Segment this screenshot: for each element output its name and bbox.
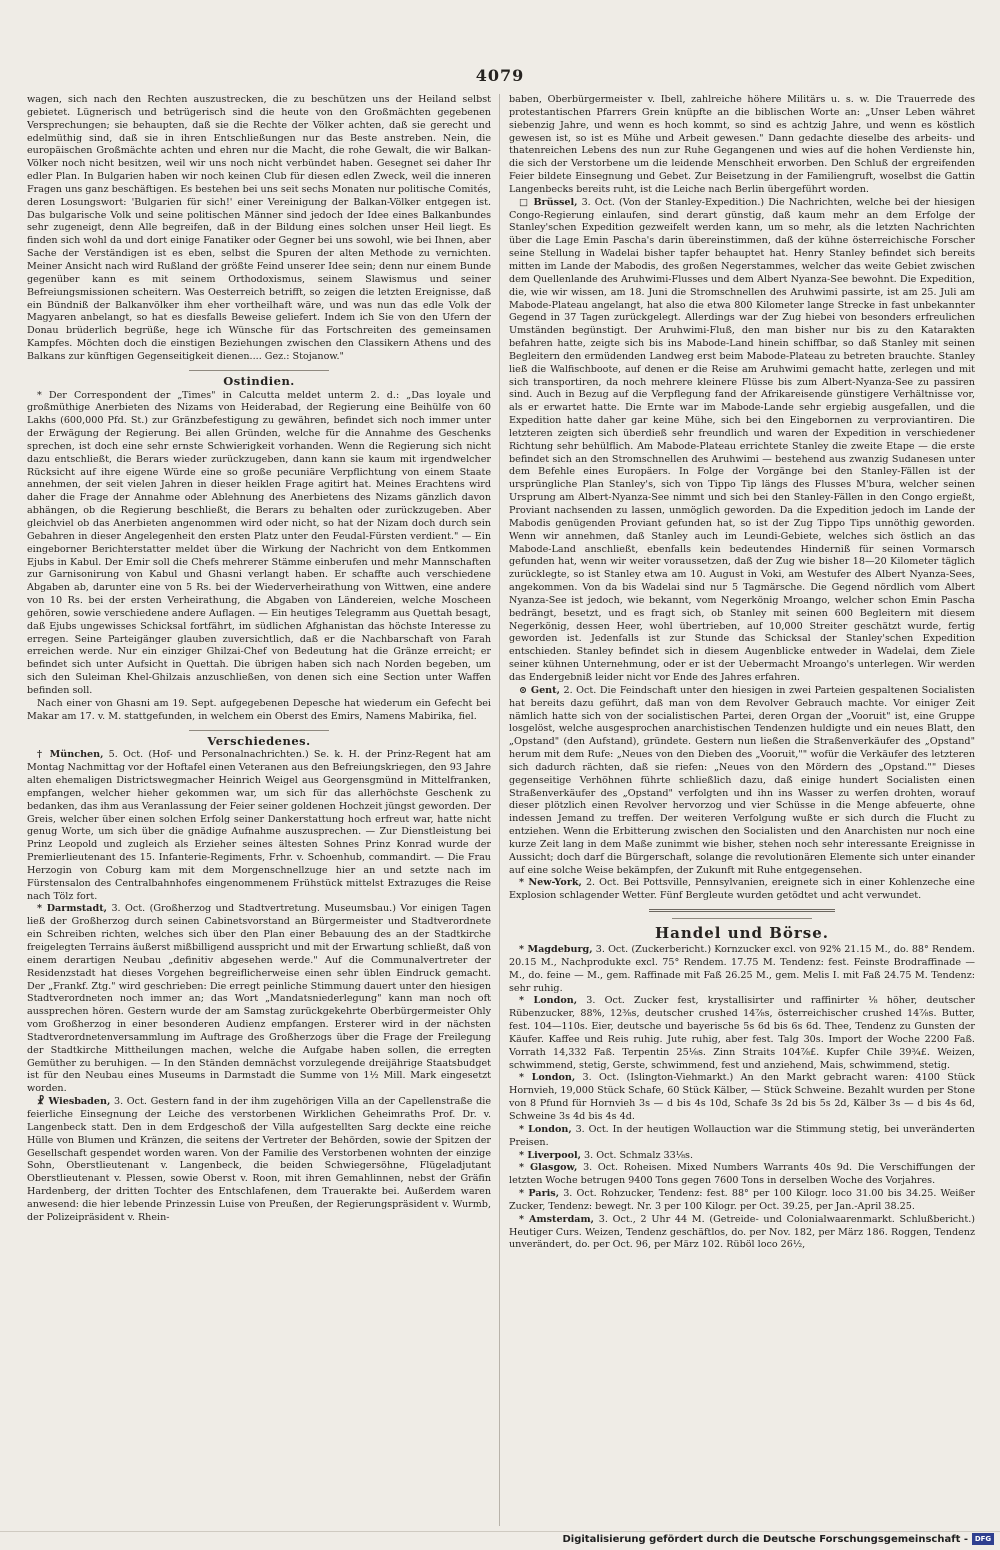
article-paragraph [509, 685, 975, 878]
article-paragraph [509, 1124, 975, 1150]
article-paragraph [509, 944, 975, 995]
dateline: * Darmstadt, [37, 903, 108, 915]
paragraph-text: Nach einer von Ghasni am 19. Sept. aufgegebenen Depesche hat wiederum ein Gefecht bei Makar am 17. v. M. stattgefunden, in welchem ein Oberst des Emirs, Namens Mabirika, fiel. [27, 697, 491, 722]
right-column [509, 94, 975, 1526]
article-paragraph [509, 1214, 975, 1253]
paragraph-text: * Der Correspondent der „Times" in Calcutta meldet unterm 2. d.: „Das loyale und großmüthige Anerbieten des Nizams von Heiderabad, der Regierung eine Beihülfe von 60 Lakhs (600,000 Pfd. St.) zur Gränzbefestigung zu gewähren, befindet sich noch immer unter der Erwägung der Regierung. Bei allen Gründen, welche für die Annahme des Geschenks sprechen, ist doch eine sehr ernste Schwierigkeit vorhanden. Wenn die Regierung sich nicht dazu entschließt, die Berars wieder zurückzugeben, dann kann sie kaum mit irgendwelcher Rücksicht auf ihre eigene Würde eine so große pecuniäre Verpflichtung von einem Staate annehmen, der seit vielen Jahren in dieser heiklen Frage agitirt hat. Meines Erachtens wird daher die Frage der Annahme oder Ablehnung des Anerbietens des Nizams gänzlich davon abhängen, ob die Regierung beschließt, die Berars zu behalten oder zurückzugeben. Aber gleichviel ob das Anerbieten angenommen wird oder nicht, so hat der Nizam doch durch sein Gebahren in dieser Angelegenheit den ersten Platz unter den Feudal-Fürsten verdient." — Ein eingeborner Berichterstatter meldet über die Wirkung der Nachricht von dem Entkommen Ejubs in Kabul. Der Emir soll die Chefs mehrerer Stämme einberufen und mehr Mannschaften zur Garnisonirung von Kabul und Ghasni verlangt haben. Er schaffte auch verschiedene Abgaben ab, darunter eine von 5 Rs. bei der Wiederverheirathung von Wittwen, eine andere von 10 Rs. bei der ersten Verheirathung, die Abgaben von Ländereien, welche Moscheen gehören, sowie verschiedene andere Auflagen. — Ein heutiges Telegramm aus Quettah besagt, daß Ejubs ungewisses Schicksal fortfährt, im südlichen Afghanistan das höchste Interesse zu erregen. Seine Parteigänger glauben zuversichtlich, daß er die Nachbarschaft von Farah erreichen werde. Nur ein einziger Ghilzai-Chef von Bedeutung hat die Gränze erreicht; er befindet sich unter Aufsicht in Quettah. Die übrigen haben sich nach Norden begeben, um sich den Suleiman Khel-Ghilzais anzuschließen, von denen sich eine Section unter Waffen befinden soll. [27, 389, 491, 696]
dateline: □ Brüssel, [519, 196, 578, 208]
section-rule [189, 370, 328, 371]
dateline: * London, [519, 1123, 572, 1135]
paragraph-text: 3. Oct., 2 Uhr 44 M. (Getreide- und Colonialwaarenmarkt. Schlußbericht.) Heutiger Curs. Weizen, Tendenz geschäftlos, do. per Nov. 182, per März 186. Roggen, Tendenz unverändert, do. per Oct. 96, per März 102. Rüböl loco 26½, [509, 1213, 975, 1251]
paragraph-text: 3. Oct. Rohzucker, Tendenz: fest. 88° per 100 Kilogr. loco 31.00 bis 34.25. Weißer Zucker, Tendenz: bewegt. Nr. 3 per 100 Kilogr. per Oct. 39.25, per Jan.-April 38.25. [509, 1188, 975, 1212]
paragraph-text: 3. Oct. (Großherzog und Stadtvertretung. Museumsbau.) Vor einigen Tagen ließ der Großherzog durch seinen Cabinetsvorstand an Bürgermeister und Stadtverordnete ein Schreiben richten, welches sich über den Plan einer Bebauung des an der Stadtkirche freigelegten Terrains äußerst mißbilligend ausspricht und mit der Erwartung schließt, daß von einem derartigen Neubau „definitiv abgesehen werde." Auf die Communalvertreter der Residenzstadt hat dieses Vorgehen begreiflicherweise einen sehr üblen Eindruck gemacht. Der „Frankf. Ztg." wird geschrieben: Die erregt peinliche Stimmung dauert unter den hiesigen Stadtverordneten noch immer an; das Wort „Mandatsniederlegung" kann man noch oft aussprechen hören. Gestern wurde der am Samstag zurückgekehrte Oberbürgermeister Ohly vom Großherzog in einer besonderen Audienz empfangen. Ersterer wird in der nächsten Stadtverordnetenversammlung im Auftrage des Großherzogs über die Frage der Freilegung der Stadtkirche Mittheilungen machen, welche die Aufgabe haben sollen, die erregten Gemüther zu beruhigen. — In den Ständen demnächst vorzulegende dreijährige Staatsbudget ist für den Neubau eines Museums in Darmstadt die Summe von 1½ Mill. Mark eingesetzt worden. [27, 903, 491, 1095]
dateline: ⊙ Gent, [519, 684, 560, 696]
article-paragraph [27, 749, 491, 903]
paragraph-text: 5. Oct. (Hof- und Personalnachrichten.) Se. k. H. der Prinz-Regent hat am Montag Nachmittag vor der Hoftafel einen Veteranen aus den Befreiungskriegen, den 93 Jahre alten ehemaligen Districtswegmacher Heinrich Weigel aus Georgensgmünd in Mittelfranken, empfangen, welcher hieher gekommen war, um sich für das allerhöchste Geschenk zu bedanken, das ihm aus Veranlassung der Feier seiner goldenen Hochzeit jüngst geworden. Der Greis, welcher über einen solchen Erfolg seiner Dankerstattung hoch erfreut war, hatte nicht genug Worte, um sich über die gnädige Aufnahme auszusprechen. — Zur Dienstleistung bei Prinz Leopold und zugleich als Erzieher seines ältesten Sohnes Prinz Konrad wurde der Premierlieutenant des 15. Infanterie-Regiments, Frhr. v. Schoenhub, commandirt. — Die Frau Herzogin von Coburg kam mit dem Morgenschnellzuge hier an und setzte nach im Fürstensalon des Centralbahnhofes eingenommenem Frühstück mittelst Extrazuges die Reise nach Tölz fort. [27, 749, 491, 902]
dateline: ☧ Wiesbaden, [37, 1096, 111, 1108]
article-paragraph [509, 995, 975, 1072]
article-paragraph [509, 877, 975, 903]
footer-credit: Digitalisierung gefördert durch die Deutsche Forschungsgemeinschaft - [562, 1534, 968, 1545]
article-paragraph [27, 698, 491, 724]
paragraph-text: 3. Oct. (Von der Stanley-Expedition.) Die Nachrichten, welche bei der hiesigen Congo-Regierung einlaufen, sind derart günstig, daß kaum mehr an dem Erfolge der Stanley'schen Expedition gezweifelt werden kann, um so mehr, als die letzten Nachrichten über die Lage Emin Pascha's darin übereinstimmen, daß der kühne österreichische Forscher seine Stellung in Wadelai bisher tapfer behauptet hat. Henry Stanley befindet sich bereits mitten im Lande der Mabodis, des großen Negerstammes, welcher das weite Gebiet zwischen dem Quellenlande des Aruhwimi-Flusses und dem Albert Nyanza-See bewohnt. Die Expedition, die, wie wir wissen, am 18. Juni die Stromschnellen des Aruhwimi passirte, ist am 25. Juli am Mabode-Plateau angelangt, hat also die etwa 800 Kilometer lange Strecke in fast unbekannter Gegend in 37 Tagen zurückgelegt. Allerdings war der Zug hiebei von besonders erfreulichen Umständen begünstigt. Der Aruhwimi-Fluß, den man bisher nur bis zu den Katarakten befahren hatte, zeigte sich bis ins Mabode-Land hinein schiffbar, so daß Stanley mit seinen Begleitern den ermüdenden Landweg erst beim Mabode-Plateau zu betreten brauchte. Stanley ließ die Walfischboote, auf denen er die Reise am Aruhwimi gemacht hatte, zerlegen und mit sich transportiren, da noch mehrere kleinere Flüsse bis zum Albert-Nyanza-See zu passiren sind. Auch in Bezug auf die Verpflegung fand der Afrikareisende günstigere Verhältnisse vor, als er erwartet hatte. Die Ernte war im Mabode-Lande sehr ergiebig ausgefallen, und die Expedition hatte daher gar keine Mühe, sich bei den Eingebornen zu verproviantiren. Die letzteren zeigten sich überdieß sehr freundlich und waren der Expedition in verschiedener Richtung sehr behülflich. Am Mabode-Plateau errichtete Stanley die zweite Etape — die erste befindet sich an den Stromschnellen des Aruhwimi — bestehend aus zwanzig Sudanesen unter dem Befehle eines Europäers. In Folge der Vorgänge bei den Stanley-Fällen ist der ursprüngliche Plan Stanley's, sich von Tippo Tip längs des Flusses M'bura, welcher seinen Ursprung am Albert-Nyanza-See nimmt und sich bei den Stanley-Fällen in den Congo ergießt, Proviant nachsenden zu lassen, unmöglich geworden. Da die Expedition jedoch im Lande der Mabodis genügenden Proviant gefunden hat, so ist der Zug Tippo Tips unnöthig geworden. Wenn wir annehmen, daß Stanley auch im Leundi-Gebiete, welches sich östlich an das Mabode-Land anschließt, ebenfalls kein bedeutendes Hinderniß für seinen Vormarsch gefunden hat, wenn wir weiter voraussetzen, daß der Zug wie bisher 18—20 Kilometer täglich zurücklegte, so ist Stanley etwa am 10. August in Voki, am Westufer des Albert Nyanza-Sees, angekommen. Von da bis Wadelai sind nur 5 Tagmärsche. Die Gegend nördlich vom Albert Nyanza-See ist jedoch, wie bekannt, vom Negerkönig Mroango, welcher schon Emin Pascha bedrängt, besetzt, und es fragt sich, ob Stanley mit seinen 600 Begleitern mit diesem Negerkönig, dessen Heer, wohl übertrieben, auf 10,000 Streiter geschätzt wurde, fertig geworden ist. Jedenfalls ist zur Stunde das Schicksal der Stanley'schen Expedition entschieden. Stanley befindet sich in diesem Augenblicke entweder in Wadelai, dem Ziele seiner kühnen Unternehmung, oder er ist der Uebermacht Mroango's unterlegen. Wir werden das Endergebniß leider nicht vor Ende des Jahres erfahren. [509, 196, 975, 683]
dateline: * Liverpool, [519, 1149, 581, 1161]
paragraph-text: baben, Oberbürgermeister v. Ibell, zahlreiche höhere Militärs u. s. w. Die Trauerrede des protestantischen Pfarrers Grein knüpfte an die biblischen Worte an: „Unser Leben währet siebenzig Jahre, und wenn es hoch kommt, so sind es achtzig Jahre, und wenn es köstlich gewesen ist, so ist es Mühe und Arbeit gewesen." Dann gedachte dieselbe des arbeits- und thatenreichen Lebens des nun zur Ruhe Gegangenen und wies auf die hohen Verdienste hin, die sich der Verstorbene um die leidende Menschheit erworben. Den Schluß der ergreifenden Feier bildete Einsegnung und Gebet. Zur Beisetzung in der Familiengruft, woselbst die Gattin Langenbecks bereits ruht, ist die Leiche nach Berlin übergeführt worden. [509, 94, 975, 195]
column-divider [499, 94, 500, 1526]
paragraph-text: 3. Oct. (Zuckerbericht.) Kornzucker excl. von 92% 21.15 M., do. 88° Rendem. 20.15 M., Nachprodukte excl. 75° Rendem. 17.75 M. Tendenz: fest. Feinste Brodraffinade — M., do. feine — M., gem. Raffinade mit Faß 26.25 M., gem. Melis I. mit Faß 24.75 M. Tendenz: sehr ruhig. [509, 944, 975, 994]
section-heading: Handel und Börse. [654, 924, 830, 943]
dfg-logo-icon: DFG [972, 1533, 994, 1545]
article-paragraph [509, 1188, 975, 1214]
article-paragraph [509, 94, 975, 197]
paragraph-text: 3. Oct. Gestern fand in der ihm zugehörigen Villa an der Capellenstraße die feierliche Einsegnung der Leiche des verstorbenen Wirklichen Geheimraths Prof. Dr. v. Langenbeck statt. Den in dem Erdgeschoß der Villa aufgestellten Sarg deckte eine reiche Hülle von Blumen und Kränzen, die seitens der Vertreter der Behörden, sowie der Spitzen der Gesellschaft gespendet worden waren. Von der Familie des Verstorbenen wohnten der einzige Sohn, Oberstlieutenant v. Langenbeck, die beiden Schwiegersöhne, Flügeladjutant Oberstlieutenant v. Plessen, sowie Oberst v. Roon, mit ihren Gemahlinnen, nebst der Gräfin Hardenberg, der dritten Tochter des Entschlafenen, dem Trauerakte bei. Außerdem waren anwesend: die hier lebende Prinzessin Luise von Preußen, der Regierungspräsident v. Wurmb, der Polizeipräsident v. Rhein- [27, 1096, 491, 1223]
left-column [27, 94, 491, 1526]
dateline: * Magdeburg, [519, 944, 593, 955]
section-rule [189, 730, 328, 731]
article-paragraph [27, 94, 491, 364]
page-number: 4079 [475, 66, 525, 85]
article-paragraph [509, 197, 975, 685]
article-paragraph [27, 390, 491, 698]
paragraph-text: 3. Oct. In der heutigen Wollauction war die Stimmung stetig, bei unveränderten Preisen. [509, 1123, 975, 1148]
article-paragraph [509, 1150, 975, 1163]
section-rule [649, 909, 835, 912]
paragraph-text: 3. Oct. (Islington-Viehmarkt.) An den Markt gebracht waren: 4100 Stück Hornvieh, 19,000 Stück Schafe, 60 Stück Kälber, — Stück Schweine. Bezahlt wurden per Stone von 8 Pfund für Hornvieh 3s — d bis 4s 10d, Schafe 3s 2d bis 5s 2d, Kälber 3s — d bis 4s 6d, Schweine 3s 4d bis 4s 4d. [509, 1072, 975, 1122]
section-heading: Verschiedenes. [207, 733, 311, 748]
dateline: * Paris, [519, 1188, 560, 1200]
dateline: † München, [37, 749, 104, 761]
dateline: * New-York, [519, 877, 582, 889]
article-paragraph [509, 1162, 975, 1188]
paragraph-text: 2. Oct. Die Feindschaft unter den hiesigen in zwei Parteien gespaltenen Socialisten hat bereits dazu geführt, daß man von dem Revolver Gebrauch machte. Vor einiger Zeit nämlich hatte sich von der socialistischen Partei, deren Organ der „Vooruit" ist, eine Gruppe losgelöst, welche ausgesprochen anarchistischen Tendenzen huldigte und ein neues Blatt, den „Opstand" (den Aufstand), gründete. Gestern nun ließen die Straßenverkäufer des „Opstand" herum mit dem Rufe: „Neues von den Dieben des „Vooruit,"" wofür die Verkäufer des letzteren sich dadurch rächten, daß sie riefen: „Neues von den Mördern des „Opstand."" Dieses gegenseitige Verhöhnen führte schließlich dazu, daß einige hundert Socialisten einen Straßenverkäufer des „Opstand" verfolgten und ihn ins Wasser zu werfen drohten, worauf dieser plötzlich einen Revolver hervorzog und vier Schüsse in die Menge abfeuerte, ohne indessen Jemand zu treffen. Der weiteren Verfolgung wußte er sich durch die Flucht zu entziehen. Wenn die Erbitterung zwischen den Socialisten und den Anarchisten nur noch eine kurze Zeit lang in dem Maße zunimmt wie bisher, stehen noch sehr interessante Ereignisse in Aussicht; doch darf die Bürgerschaft, solange die revolutionären Elemente sich unter einander auf eine solche Weise bekämpfen, der Zukunft mit Ruhe entgegensehen. [509, 684, 975, 876]
section-heading: Ostindien. [223, 373, 295, 388]
paragraph-text: 3. Oct. Zucker fest, krystallisirter und raffinirter ⅛ höher, deutscher Rübenzucker, 88%, 12⅜s, deutscher crushed 14⅞s, österreichischer crushed 14⅞s. Butter, fest. 104—110s. Eier, deutsche und bayerische 5s 6d bis 6s 6d. Thee, Tendenz zu Gunsten der Käufer. Kaffee und Reis ruhig. Jute ruhig, aber fest. Talg 30s. Import der Woche 2200 Faß. Vorrath 14,332 Faß. Terpentin 25⅛s. Zinn Straits 104⅞£. Kupfer Chile 39¾£. Weizen, schwimmend, stetig, Gerste, schwimmend, fest und anziehend, Mais, schwimmend, stetig. [509, 995, 975, 1071]
article-paragraph [27, 1096, 491, 1224]
article-paragraph [27, 903, 491, 1096]
article-paragraph [509, 1072, 975, 1123]
paragraph-text: 2. Oct. Bei Pottsville, Pennsylvanien, ereignete sich in einer Kohlenzeche eine Explosion schlagender Wetter. Fünf Bergleute wurden getödtet und acht verwundet. [509, 877, 975, 902]
paragraph-text: 3. Oct. Schmalz 33⅛s. [584, 1149, 694, 1161]
dateline: * London, [519, 995, 578, 1007]
paragraph-text: 3. Oct. Roheisen. Mixed Numbers Warrants 40s 9d. Die Verschiffungen der letzten Woche betrugen 9400 Tons gegen 7600 Tons in derselben Woche des Vorjahres. [509, 1162, 975, 1187]
paragraph-text: wagen, sich nach den Rechten auszustrecken, die zu beschützen uns der Heiland selbst gebietet. Lügnerisch und betrügerisch sind die heute von den Großmächten gegebenen Versprechungen; sie behaupten, daß sie die Rechte der Völker achten, daß sie gerecht und edelmüthig sind, daß sie in ihren Entschließungen nur das Beste anstreben. Nein, die europäischen Großmächte achten und ehren nur die Macht, die rohe Gewalt, die wir Balkan-Völker noch nicht besitzen, weil wir uns noch nicht verbündet haben. Gesegnet sei daher Ihr edler Plan. In Bulgarien haben wir noch keinen Club für diesen edlen Zweck, weil die inneren Fragen uns ganz beschäftigen. Es bestehen bei uns seit sechs Monaten nur politische Comités, deren Losungswort: 'Bulgarien für sich!' einer Vereinigung der Balkan-Völker entgegen ist. Das bulgarische Volk und seine politischen Männer sind jedoch der Idee eines Balkanbundes sehr zugeneigt, denn Alle begreifen, daß in der Bildung eines solchen unser Heil liegt. Es finden sich wohl da und dort einige Fanatiker oder Gegner bei uns sowohl, wie bei Ihnen, aber Sache der Verständigen ist es eben, selbst die Spuren der alten Methode zu vernichten. Meiner Ansicht nach wird Rußland der größte Feind unserer Idee sein; denn nur einem Bunde gegenüber kann es mit seinem Orthodoxismus, seinem Slawismus und seiner Befreiungsmissionen scheitern. Was Oesterreich betrifft, so zeigen die letzten Ereignisse, daß ein Bündniß der Balkanvölker ihm eher vortheilhaft wäre, und was nun das edle Volk der Magyaren anbelangt, so hat es diesfalls Beweise geliefert. Indem ich Sie von den Ufern der Donau brüderlich begrüße, hege ich Wünsche für das Fortschreiten des gemeinsamen Kampfes. Möchten doch die einstigen Beziehungen zwischen den Classikern Athens und des Balkans zur künftigen Gegenseitigkeit dienen.... Gez.: Stojanow." [27, 94, 491, 362]
dateline: * Amsterdam, [519, 1213, 595, 1225]
dateline: * Glasgow, [519, 1162, 578, 1174]
section-rule [672, 918, 812, 919]
dateline: * London, [519, 1072, 576, 1084]
